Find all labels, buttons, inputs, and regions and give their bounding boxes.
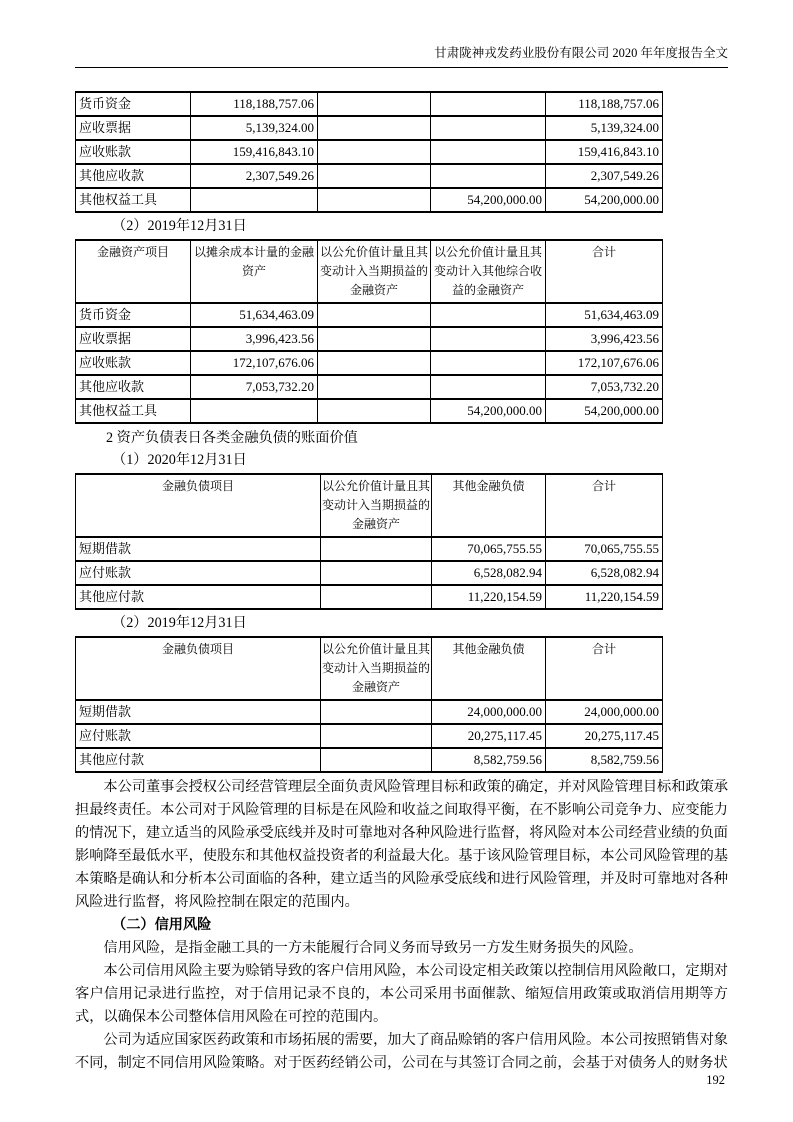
value-cell <box>318 164 431 188</box>
value-cell: 118,188,757.06 <box>546 92 663 116</box>
value-cell <box>318 116 431 140</box>
value-cell <box>321 561 432 585</box>
table-row <box>76 375 663 399</box>
item-cell: 其他应收款 <box>76 375 191 399</box>
item-cell: 应付账款 <box>76 561 321 585</box>
value-cell: 11,220,154.59 <box>432 585 546 609</box>
value-cell: 8,582,759.56 <box>546 748 663 772</box>
value-cell <box>318 399 431 423</box>
subsection-heading-2019-assets: （2）2019年12月31日 <box>112 218 247 234</box>
value-cell: 118,188,757.06 <box>191 92 318 116</box>
value-cell: 6,528,082.94 <box>546 561 663 585</box>
table-row <box>76 700 663 724</box>
table-header-row <box>76 474 663 537</box>
value-cell: 70,065,755.55 <box>546 537 663 561</box>
column-header: 金融负债项目 <box>76 637 321 700</box>
value-cell: 7,053,732.20 <box>191 375 318 399</box>
value-cell: 11,220,154.59 <box>546 585 663 609</box>
item-cell: 短期借款 <box>76 537 321 561</box>
value-cell <box>191 188 318 212</box>
column-header: 金融资产项目 <box>76 240 191 303</box>
column-header: 以摊余成本计量的金融资产 <box>191 240 318 303</box>
item-cell: 其他应付款 <box>76 585 321 609</box>
table-row <box>76 140 663 164</box>
value-cell <box>321 585 432 609</box>
value-cell: 159,416,843.10 <box>546 140 663 164</box>
assets-table-2020-12-31 <box>75 91 663 213</box>
value-cell: 2,307,549.26 <box>546 164 663 188</box>
table-header-row <box>76 637 663 700</box>
column-header: 其他金融负债 <box>432 637 546 700</box>
column-header: 以公允价值计量且其变动计入当期损益的金融资产 <box>321 637 432 700</box>
value-cell: 172,107,676.06 <box>191 351 318 375</box>
table-row <box>76 724 663 748</box>
value-cell <box>431 164 546 188</box>
value-cell: 5,139,324.00 <box>546 116 663 140</box>
item-cell: 其他应付款 <box>76 748 321 772</box>
table-row <box>76 164 663 188</box>
column-header: 以公允价值计量且其变动计入其他综合收益的金融资产 <box>431 240 546 303</box>
table-row <box>76 537 663 561</box>
table-row <box>76 116 663 140</box>
section-heading-financial-liabilities: 2 资产负债表日各类金融负债的账面价值 <box>106 430 358 446</box>
value-cell: 20,275,117.45 <box>546 724 663 748</box>
value-cell: 51,634,463.09 <box>546 303 663 327</box>
value-cell <box>431 327 546 351</box>
value-cell: 6,528,082.94 <box>432 561 546 585</box>
value-cell <box>321 748 432 772</box>
credit-risk-definition-paragraph: 信用风险，是指金融工具的一方未能履行合同义务而导致另一方发生财务损失的风险。 <box>103 940 643 956</box>
item-cell: 应收账款 <box>76 351 191 375</box>
value-cell: 8,582,759.56 <box>432 748 546 772</box>
value-cell: 20,275,117.45 <box>432 724 546 748</box>
subsection-heading-2020-liabilities: （1）2020年12月31日 <box>112 452 247 468</box>
credit-risk-strategy-paragraph: 公司为适应国家医药政策和市场拓展的需要，加大了商品赊销的客户信用风险。本公司按照销售对象不同，制定不同信用风险策略。对于医药经销公司，公司在与其签订合同之前，会基于对债务人的财务状 <box>75 1032 728 1071</box>
column-header: 其他金融负债 <box>432 474 546 537</box>
value-cell <box>431 140 546 164</box>
value-cell <box>431 351 546 375</box>
column-header: 合计 <box>546 240 663 303</box>
column-header: 以公允价值计量且其变动计入当期损益的金融资产 <box>318 240 431 303</box>
credit-risk-policy-paragraph: 本公司信用风险主要为赊销导致的客户信用风险，本公司设定相关政策以控制信用风险敞口，定期对客户信用记录进行监控，对于信用记录不良的，本公司采用书面催款、缩短信用政策或取消信用期等方式，以确保本公司整体信用风险在可控的范围内。 <box>75 963 728 1025</box>
column-header: 合计 <box>546 637 663 700</box>
value-cell: 172,107,676.06 <box>546 351 663 375</box>
value-cell: 2,307,549.26 <box>191 164 318 188</box>
value-cell <box>318 140 431 164</box>
table-row <box>76 351 663 375</box>
value-cell <box>321 700 432 724</box>
item-cell: 其他权益工具 <box>76 188 191 212</box>
table-header-row <box>76 240 663 303</box>
value-cell: 3,996,423.56 <box>546 327 663 351</box>
liabilities-table-2020-12-31 <box>75 473 663 610</box>
value-cell <box>321 537 432 561</box>
column-header: 金融负债项目 <box>76 474 321 537</box>
item-cell: 货币资金 <box>76 303 191 327</box>
item-cell: 货币资金 <box>76 92 191 116</box>
item-cell: 应收票据 <box>76 327 191 351</box>
table-row <box>76 188 663 212</box>
value-cell: 24,000,000.00 <box>546 700 663 724</box>
value-cell <box>318 188 431 212</box>
value-cell: 54,200,000.00 <box>546 188 663 212</box>
item-cell: 应收票据 <box>76 116 191 140</box>
table-row <box>76 748 663 772</box>
value-cell: 54,200,000.00 <box>431 188 546 212</box>
column-header: 以公允价值计量且其变动计入当期损益的金融资产 <box>321 474 432 537</box>
value-cell <box>431 116 546 140</box>
value-cell: 7,053,732.20 <box>546 375 663 399</box>
value-cell <box>431 92 546 116</box>
assets-table-2019-12-31 <box>75 239 663 424</box>
value-cell <box>318 327 431 351</box>
value-cell: 5,139,324.00 <box>191 116 318 140</box>
value-cell: 159,416,843.10 <box>191 140 318 164</box>
table-row <box>76 303 663 327</box>
value-cell: 70,065,755.55 <box>432 537 546 561</box>
value-cell: 54,200,000.00 <box>431 399 546 423</box>
value-cell: 3,996,423.56 <box>191 327 318 351</box>
value-cell <box>318 303 431 327</box>
value-cell <box>318 375 431 399</box>
value-cell: 51,634,463.09 <box>191 303 318 327</box>
table-row <box>76 327 663 351</box>
item-cell: 其他应收款 <box>76 164 191 188</box>
value-cell <box>321 724 432 748</box>
page-number: 192 <box>706 1073 725 1087</box>
page-header <box>75 45 728 68</box>
item-cell: 短期借款 <box>76 700 321 724</box>
table-row <box>76 561 663 585</box>
credit-risk-heading: （二）信用风险 <box>112 917 212 933</box>
table-row <box>76 92 663 116</box>
liabilities-table-2019-12-31 <box>75 636 663 773</box>
item-cell: 应付账款 <box>76 724 321 748</box>
risk-management-paragraph: 本公司董事会授权公司经营管理层全面负责风险管理目标和政策的确定，并对风险管理目标和政策承担最终责任。本公司对于风险管理的目标是在风险和收益之间取得平衡，在不影响公司竞争力、应变能力的情况下，建立适当的风险承受底线并及时可靠地对各种风险进行监督，将风险对本公司经营业绩的负面影响降至最低水平，使股东和其他权益投资者的利益最大化。基于该风险管理目标，本公司风险管理的基本策略是确认和分析本公司面临的各种，建立适当的风险承受底线和进行风险管理，并及时可靠地对各种风险进行监督，将风险控制在限定的范围内。 <box>75 779 728 910</box>
value-cell: 54,200,000.00 <box>546 399 663 423</box>
column-header: 合计 <box>546 474 663 537</box>
value-cell <box>431 303 546 327</box>
table-row <box>76 399 663 423</box>
value-cell <box>191 399 318 423</box>
report-header-title: 甘肃陇神戎发药业股份有限公司 2020 年年度报告全文 <box>434 46 728 60</box>
table-row <box>76 585 663 609</box>
subsection-heading-2019-liabilities: （2）2019年12月31日 <box>112 615 247 631</box>
item-cell: 其他权益工具 <box>76 399 191 423</box>
value-cell: 24,000,000.00 <box>432 700 546 724</box>
value-cell <box>431 375 546 399</box>
value-cell <box>318 351 431 375</box>
value-cell <box>318 92 431 116</box>
item-cell: 应收账款 <box>76 140 191 164</box>
